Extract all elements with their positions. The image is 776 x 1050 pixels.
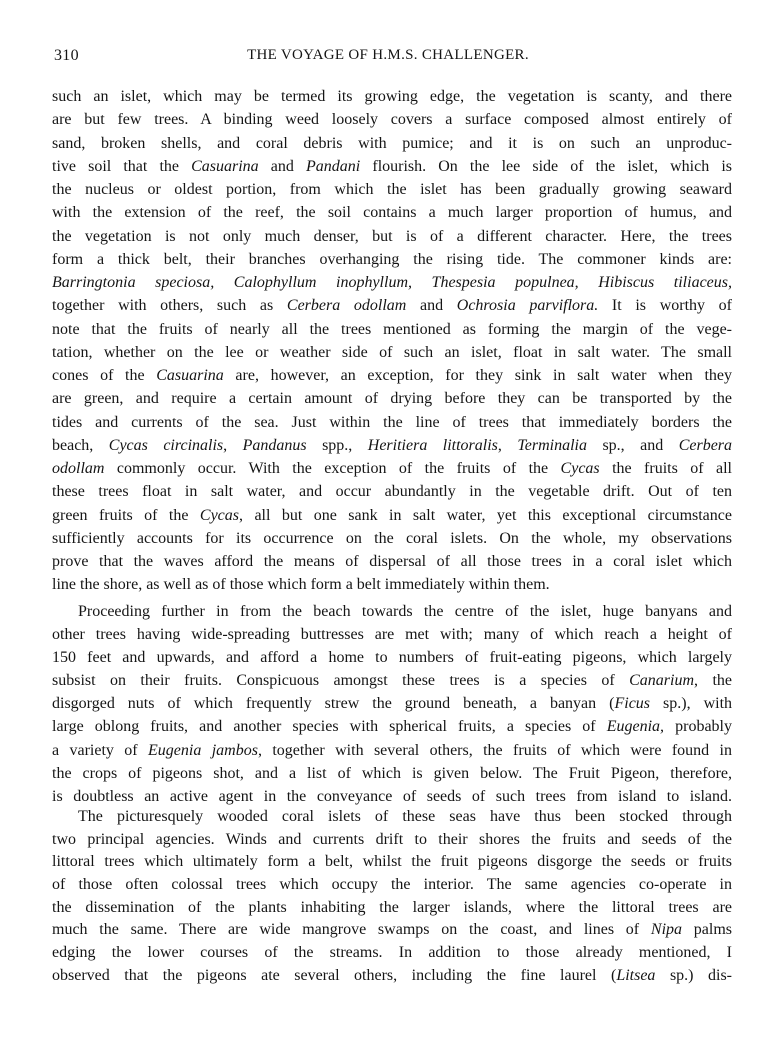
text-line: [52, 919, 732, 942]
text-line: [52, 248, 732, 271]
text-run: sp.), with: [650, 695, 733, 713]
text-run: are, however, an exception, for they sink in salt water when they: [223, 367, 732, 384]
text-run: large oblong fruits, and another species with spherical fruits, a species of: [52, 718, 607, 736]
text-line: [52, 318, 732, 341]
text-run: the vegetation is not only much denser, but is of a different character. Here, the trees: [52, 227, 732, 245]
text-line: [52, 942, 732, 965]
text-run: sufficiently accounts for its occurrence on the coral islets. On the whole, my observations: [52, 529, 732, 547]
italic-taxon-name: Cerbera: [678, 436, 733, 454]
text-line: [52, 897, 732, 920]
text-run: beach,: [52, 436, 109, 454]
text-line: [52, 715, 732, 738]
text-run: subsist on their fruits. Conspicuous amongst these trees is a species of: [52, 672, 630, 690]
text-run: flourish. On the lee side of the islet, which is: [360, 157, 733, 175]
text-line: [52, 364, 732, 387]
text-run: sp.) dis-: [655, 966, 733, 984]
text-run: Proceeding further in from the beach towards the centre of the islet, huge banyans and: [78, 603, 732, 620]
text-line: [52, 108, 732, 131]
text-line: [52, 434, 732, 457]
text-run: cones of the: [52, 367, 157, 384]
text-line: [52, 294, 732, 317]
italic-taxon-name: Heritiera littoralis: [367, 436, 498, 454]
italic-taxon-name: Cycas circinalis: [108, 436, 224, 454]
text-run: palms: [682, 921, 733, 939]
text-run: ,: [223, 436, 243, 454]
italic-taxon-name: Nipa: [650, 921, 683, 939]
text-run: spp.,: [306, 436, 368, 454]
italic-taxon-name: Litsea: [616, 966, 656, 984]
text-run: commonly occur. With the exception of the fruits of the: [104, 460, 561, 477]
text-run: sand, broken shells, and coral debris with pumice; and it is on such an unproduc-: [52, 134, 732, 152]
text-line: [52, 155, 732, 178]
paragraph: [52, 806, 732, 988]
text-line: [52, 225, 732, 248]
text-run: prove that the waves afford the means of dispersal of all those trees in a coral islet which: [52, 553, 732, 570]
text-line: [52, 806, 732, 829]
text-line: [52, 527, 732, 550]
text-run: the dissemination of the plants inhabiting the larger islands, where the littoral trees are: [52, 898, 732, 916]
text-run: line the shore, as well as of those which form a belt immediately within them.: [52, 576, 550, 594]
text-run: , together with several others, the fruits of which were found in: [257, 741, 733, 759]
text-run: form a thick belt, their branches overhanging the rising tide. The commoner kinds are:: [52, 250, 732, 268]
text-run: and: [406, 297, 457, 315]
text-run: littoral trees which ultimately form a belt, whilst the fruit pigeons disgorge the seeds or fruits: [52, 853, 732, 871]
text-line: [52, 550, 732, 573]
italic-taxon-name: Canarium: [629, 672, 695, 690]
text-line: [52, 829, 732, 852]
text-run: ,: [497, 436, 518, 454]
italic-taxon-name: odollam: [52, 460, 105, 477]
text-run: green fruits of the: [52, 506, 200, 524]
text-line: [52, 669, 732, 692]
text-run: observed that the pigeons ate several others, including the fine laurel (: [52, 966, 617, 984]
text-line: [52, 874, 732, 897]
text-line: [52, 504, 732, 527]
italic-taxon-name: Cycas: [560, 460, 600, 477]
italic-taxon-name: Barringtonia speciosa, Calophyllum inophyllum, Thespesia populnea, Hibiscus tiliaceus,: [52, 274, 732, 291]
text-line: [52, 132, 732, 155]
text-run: , all but one sank in salt water, yet this exceptional circumstance: [239, 506, 732, 524]
italic-taxon-name: Ochrosia parviflora.: [456, 297, 599, 315]
text-run: The picturesquely wooded coral islets of these seas have thus been stocked through: [78, 808, 732, 825]
text-line: [52, 271, 732, 294]
text-line: [52, 201, 732, 224]
text-run: It is worthy of: [598, 297, 733, 315]
text-line: [52, 85, 732, 108]
text-run: much the same. There are wide mangrove swamps on the coast, and lines of: [52, 921, 651, 939]
text-line: [52, 762, 732, 785]
italic-taxon-name: Pandanus: [242, 436, 307, 454]
italic-taxon-name: Casuarina: [191, 157, 259, 175]
text-run: note that the fruits of nearly all the trees mentioned as forming the margin of the vege-: [52, 320, 732, 338]
text-run: are green, and require a certain amount of drying before they can be transported by the: [52, 390, 732, 408]
text-line: [52, 457, 732, 480]
italic-taxon-name: Cycas: [199, 506, 240, 524]
text-run: edging the lower courses of the streams. In addition to those already mentioned, I: [52, 944, 732, 962]
text-line: [52, 646, 732, 669]
text-line: [52, 692, 732, 715]
text-line: [52, 785, 732, 808]
text-run: , the: [694, 672, 733, 690]
text-line: [52, 341, 732, 364]
text-run: tive soil that the: [52, 157, 192, 175]
italic-taxon-name: Cerbera odollam: [286, 297, 407, 315]
text-run: are but few trees. A binding weed loosely covers a surface composed almost entirely of: [52, 111, 732, 129]
text-line: [52, 851, 732, 874]
text-line: [52, 600, 732, 623]
text-run: tides and currents of the sea. Just within the line of trees that immediately borders the: [52, 413, 732, 431]
text-run: a variety of: [52, 741, 148, 759]
italic-taxon-name: Casuarina: [156, 367, 224, 384]
text-run: other trees having wide-spreading buttresses are met with; many of which reach a height of: [52, 626, 732, 644]
text-line: [52, 739, 732, 762]
text-run: of those often colossal trees which occupy the interior. The same agencies co-operate in: [52, 876, 732, 894]
text-run: the fruits of all: [599, 460, 732, 477]
text-run: with the extension of the reef, the soil contains a much larger proportion of humus, and: [52, 204, 732, 222]
text-run: two principal agencies. Winds and currents drift to their shores the fruits and seeds of the: [52, 830, 732, 848]
text-line: [52, 178, 732, 201]
text-run: probably: [664, 718, 732, 736]
text-run: and: [258, 157, 307, 175]
text-run: the crops of pigeons shot, and a list of which is given below. The Fruit Pigeon, therefore,: [52, 764, 732, 782]
text-line: [52, 480, 732, 503]
text-run: such an islet, which may be termed its growing edge, the vegetation is scanty, and there: [52, 88, 732, 105]
italic-taxon-name: Eugenia jambos: [148, 741, 258, 759]
text-line: [52, 623, 732, 646]
paragraph: [52, 85, 732, 597]
text-line: [52, 411, 732, 434]
text-line: [52, 965, 732, 988]
italic-taxon-name: Pandani: [306, 157, 361, 175]
text-run: disgorged nuts of which frequently strew the ground beneath, a banyan (: [52, 695, 615, 713]
italic-taxon-name: Eugenia,: [606, 718, 665, 736]
page-number: 310: [54, 47, 79, 64]
text-run: 150 feet and upwards, and afford a home to numbers of fruit-eating pigeons, which largely: [52, 649, 732, 667]
italic-taxon-name: Ficus: [614, 695, 651, 713]
italic-taxon-name: Terminalia: [517, 436, 587, 454]
text-line: [52, 387, 732, 410]
paragraph: [52, 600, 732, 808]
text-run: sp., and: [587, 436, 679, 454]
text-run: these trees float in salt water, and occur abundantly in the vegetable drift. Out of ten: [52, 483, 732, 501]
text-line: [52, 573, 732, 596]
text-run: tation, whether on the lee or weather side of such an islet, float in salt water. The small: [52, 343, 732, 361]
running-title: THE VOYAGE OF H.M.S. CHALLENGER.: [247, 47, 529, 63]
text-run: is doubtless an active agent in the conveyance of seeds of such trees from island to island.: [52, 787, 732, 805]
text-run: the nucleus or oldest portion, from which the islet has been gradually growing seaward: [52, 181, 732, 198]
text-run: together with others, such as: [52, 297, 287, 315]
